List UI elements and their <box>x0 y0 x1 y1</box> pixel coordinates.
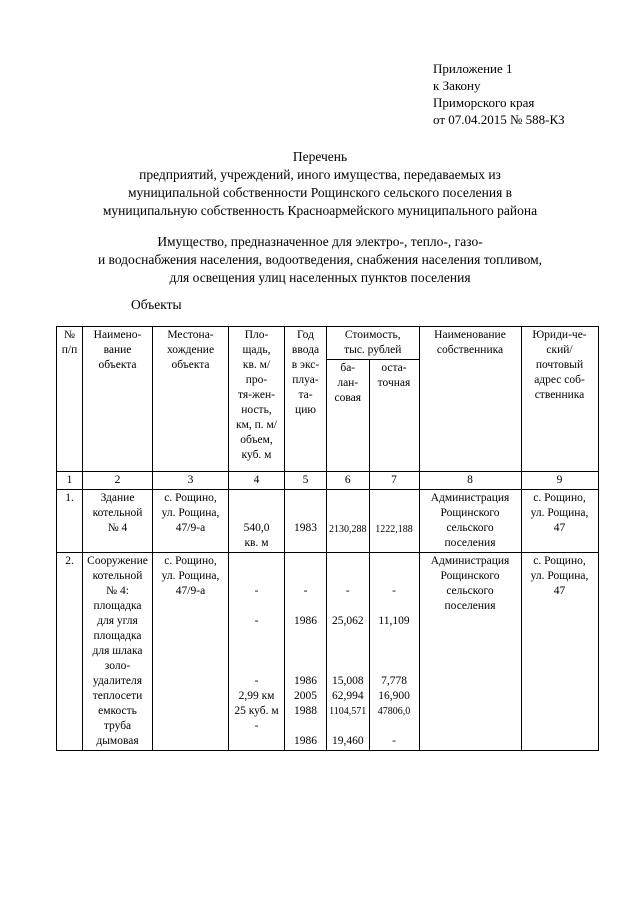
cost-book-value: 19,460 <box>331 735 364 747</box>
column-number: 1 <box>57 472 83 490</box>
row-location: с. Рощино, ул. Рощина, 47/9-а <box>153 490 229 553</box>
area-value: - <box>254 585 259 597</box>
row-name: Сооружение котельной № 4: площадка для угля площадка для шлака золо- удалителя теплосети емкость труба дымовая <box>83 553 153 751</box>
header-num: № п/п <box>57 327 83 472</box>
header-cost-book: ба- лан- совая <box>327 360 370 472</box>
header-owner: Наименование собственника <box>419 327 521 472</box>
row-cost-residual-list <box>369 553 419 751</box>
year-value: 1986 <box>294 675 317 687</box>
column-number: 9 <box>521 472 598 490</box>
row-owner: Администрация Рощинского сельского поселения <box>419 553 521 751</box>
column-number: 2 <box>83 472 153 490</box>
row-cost-book-list <box>327 553 370 751</box>
row-name: Здание котельной № 4 <box>83 490 153 553</box>
year-value: 2005 <box>294 690 317 702</box>
section-label: Объекты <box>131 297 182 312</box>
row-owner: Администрация Рощинского сельского поселения <box>419 490 521 553</box>
header-name: Наимено- вание объекта <box>83 327 153 472</box>
row-cost-book: 2130,288 <box>327 490 370 553</box>
year-value: 1986 <box>294 615 317 627</box>
header-area: Пло- щадь, кв. м/ про- тя-жен- ность, км, п. м/ объем, куб. м <box>229 327 285 472</box>
year-value: - <box>303 585 308 597</box>
row-location: с. Рощино, ул. Рощина, 47/9-а <box>153 553 229 751</box>
purpose-line: и водоснабжения населения, водоотведения, снабжения населения топливом, <box>97 252 543 267</box>
cost-residual-value: 16,900 <box>378 690 410 702</box>
cost-residual-value: 11,109 <box>378 615 410 627</box>
table-row <box>57 490 599 553</box>
table-row <box>57 553 599 751</box>
header-address: Юриди-че- ский/ почтовый адрес соб- ственника <box>521 327 598 472</box>
cost-book-value: 25,062 <box>331 615 364 627</box>
cost-book-value: 15,008 <box>331 675 364 687</box>
header-cost-residual: оста- точная <box>369 360 419 472</box>
column-number: 3 <box>153 472 229 490</box>
row-year-list <box>285 553 327 751</box>
year-value: 1986 <box>294 735 317 747</box>
row-area-list <box>229 553 285 751</box>
purpose-line: Имущество, предназначенное для электро-, тепло-, газо- <box>157 234 483 249</box>
row-area: 540,0 кв. м <box>229 490 285 553</box>
row-num: 1. <box>57 490 83 553</box>
document-title <box>0 148 640 220</box>
header-cost: Стоимость, тыс. рублей <box>327 327 420 360</box>
cost-residual-value: - <box>392 735 396 747</box>
appendix-line: Приложение 1 <box>433 61 513 76</box>
cost-residual-value: 47806,0 <box>377 706 411 717</box>
area-value: 25 куб. м <box>234 705 279 717</box>
appendix-line: к Закону <box>433 78 481 93</box>
area-value: 2,99 км <box>238 690 275 702</box>
column-number: 6 <box>327 472 370 490</box>
column-numbers-row <box>57 472 599 490</box>
row-num: 2. <box>57 553 83 751</box>
table-header-row <box>57 327 599 360</box>
row-address: с. Рощино, ул. Рощина, 47 <box>521 553 598 751</box>
cost-book-value: - <box>345 585 350 597</box>
header-year: Год ввода в экс- плуа- та- цию <box>285 327 327 472</box>
column-number: 5 <box>285 472 327 490</box>
row-cost-residual: 1222,188 <box>369 490 419 553</box>
header-location: Местона- хождение объекта <box>153 327 229 472</box>
cost-residual-value: - <box>392 585 396 597</box>
area-value: - <box>254 720 259 732</box>
area-value: - <box>254 615 259 627</box>
objects-table <box>56 326 599 751</box>
area-value: - <box>254 675 259 687</box>
purpose-line: для освещения улиц населенных пунктов поселения <box>169 270 471 285</box>
appendix-line: от 07.04.2015 № 588-КЗ <box>433 112 565 127</box>
column-number: 4 <box>229 472 285 490</box>
appendix-reference <box>433 60 565 128</box>
title-line: предприятий, учреждений, иного имущества, передаваемых из <box>139 167 501 182</box>
row-address: с. Рощино, ул. Рощина, 47 <box>521 490 598 553</box>
column-number: 7 <box>369 472 419 490</box>
year-value: 1988 <box>294 705 317 717</box>
cost-book-value: 62,994 <box>331 690 364 702</box>
title-line: муниципальную собственность Красноармейского муниципального района <box>102 203 538 218</box>
cost-book-value: 1104,571 <box>329 706 367 717</box>
cost-residual-value: 7,778 <box>381 675 407 687</box>
appendix-line: Приморского края <box>433 95 535 110</box>
property-purpose <box>0 233 640 287</box>
title-line: муниципальной собственности Рощинского сельского поселения в <box>127 185 513 200</box>
title-line: Перечень <box>292 149 348 164</box>
column-number: 8 <box>419 472 521 490</box>
row-year: 1983 <box>285 490 327 553</box>
